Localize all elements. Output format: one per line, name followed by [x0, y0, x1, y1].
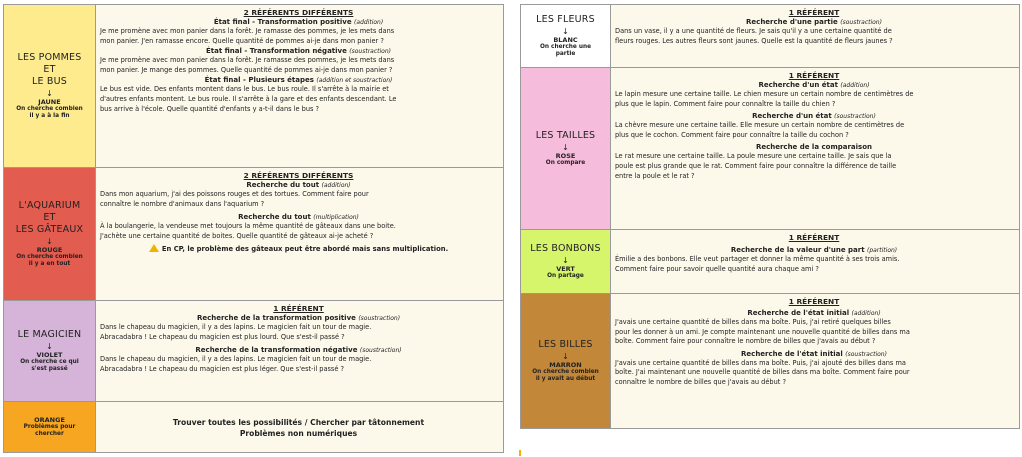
problem-text: Émilie a des bonbons. Elle veut partager et donner la même quantité à ses trois amis. [615, 255, 900, 263]
decorative-mark [519, 450, 521, 456]
category-title: LE MAGICIEN [17, 328, 82, 340]
category-title: L'AQUARIUM [18, 199, 81, 211]
referent-heading: 1 RÉFÉRENT [788, 8, 840, 17]
category-title: ET [43, 63, 56, 75]
problems-aquarium [96, 168, 503, 300]
problem-text: Le rat mesure une certaine taille. La poule mesure une certaine taille. Je sais que la [615, 152, 892, 161]
problem-text: Le lapin mesure une certaine taille. Le chien mesure un certain nombre de centimètres de [615, 90, 914, 98]
problem-text: pour les donner à un ami. Je compte maintenant une nouvelle quantité de billes dans ma [615, 327, 910, 336]
problem-text: connaître le nombre de billes que j'avais au début ? [615, 377, 786, 386]
problem-text: J'avais une certaine quantité de billes dans ma boîte. Puis, j'ai retiré quelques billes [615, 318, 891, 326]
category-description: On cherche ce qui [20, 358, 79, 365]
category-description: On cherche combien [16, 105, 83, 112]
category-description: chercher [35, 431, 64, 437]
row-aquarium [4, 168, 503, 301]
left-table [3, 4, 504, 453]
problem-text: plus que le cochon. Comment faire pour connaître la taille du cochon ? [615, 130, 849, 139]
category-title: ET [43, 211, 56, 223]
problem-text: bus arrive à l'école. Quelle quantité d'enfants y a-t-il dans le bus ? [100, 104, 320, 113]
orange-line: Trouver toutes les possibilités / Chercher par tâtonnement [172, 417, 425, 427]
problem-text: Abracadabra ! Le chapeau du magicien est plus lourd. Que s'est-il passé ? [100, 332, 345, 341]
category-title: LES TAILLES [535, 129, 596, 141]
referent-heading: 1 RÉFÉRENT [273, 304, 324, 313]
warning-icon [149, 244, 159, 252]
orange-line: Problèmes non numériques [239, 428, 358, 438]
problem-text: Dans le chapeau du magicien, il y a des lapins. Le magicien fait un tour de magie. [100, 355, 372, 364]
problem-title: Recherche de la valeur d'une part (partition) [730, 246, 898, 254]
category-description: il y a à la fin [29, 113, 70, 119]
problems-fleurs [611, 5, 1019, 67]
category-description: s'est passé [31, 366, 68, 372]
problems-billes [611, 294, 1019, 428]
problem-text: d'autres enfants montent. Le bus roule. Il s'arrête à la gare et des enfants descendant. Le [100, 94, 397, 103]
arrow-down-icon: ↓ [562, 26, 569, 36]
arrow-down-icon: ↓ [562, 351, 569, 361]
color-label: BLANC [553, 35, 578, 44]
problem-text: Le bus est vide. Des enfants montent dans le bus. Le bus roule. Il s'arrête à la mairie et [100, 85, 389, 94]
problems-orange [96, 402, 503, 452]
problem-title: Recherche de l'état initial (soustraction) [741, 349, 887, 358]
problem-text: Dans le chapeau du magicien, il y a des lapins. Le magicien fait un tour de magie. [100, 323, 372, 331]
problem-title: Recherche de la comparaison [755, 143, 873, 152]
category-bonbons [521, 230, 611, 293]
problem-title: État final - Plusieurs étapes (addition et soustraction) [204, 76, 393, 85]
category-description: il y a en tout [28, 261, 71, 267]
problem-title: Recherche de l'état initial (addition) [747, 309, 881, 317]
problem-text: fleurs rouges. Les autres fleurs sont jaunes. Quelle est la quantité de fleurs jaunes ? [615, 36, 893, 45]
problem-text: Je me promène avec mon panier dans la forêt. Je ramasse des pommes, je les mets dans [100, 56, 395, 65]
category-title: LES GÂTEAUX [15, 223, 84, 235]
arrow-down-icon: ↓ [562, 255, 569, 265]
problem-text: J'avais une certaine quantité de billes dans ma boîte. Puis, j'ai ajouté des billes dans ma [615, 358, 906, 367]
referent-heading: 1 RÉFÉRENT [788, 71, 840, 80]
category-description: On compare [545, 159, 586, 166]
problem-title: Recherche de la transformation positive (soustraction) [196, 314, 401, 322]
right-table [520, 4, 1020, 429]
category-tailles [521, 68, 611, 229]
problems-pommes [96, 5, 503, 167]
category-description: partie [555, 51, 576, 57]
problem-title: Recherche d'une partie (soustraction) [746, 18, 882, 26]
problems-magicien [96, 301, 503, 401]
problem-title: Recherche d'un état (soustraction) [752, 112, 876, 121]
problem-text: entre la poule et le rat ? [615, 171, 695, 180]
problem-title: Recherche du tout (multiplication) [238, 213, 359, 222]
problems-tailles [611, 68, 1019, 229]
category-description: il y avait au début [535, 376, 596, 382]
referent-heading: 1 RÉFÉRENT [788, 297, 840, 306]
color-label: ORANGE [34, 415, 65, 424]
category-magicien [4, 301, 96, 401]
category-description: On cherche combien [16, 253, 83, 260]
problem-text: À la boulangerie, la vendeuse met toujours la même quantité de gâteaux dans une boite. [100, 222, 396, 231]
color-label: VERT [556, 264, 575, 273]
category-description: On cherche combien [532, 368, 599, 375]
category-fleurs [521, 5, 611, 67]
row-fleurs [521, 5, 1019, 68]
problem-text: mon panier. J'en ramasse encore. Quelle quantité de pommes ai-je dans mon panier ? [100, 36, 384, 45]
category-billes [521, 294, 611, 428]
arrow-down-icon: ↓ [46, 88, 53, 98]
problem-title: Recherche d'un état (addition) [758, 81, 870, 89]
category-title: LE BUS [31, 75, 68, 87]
arrow-down-icon: ↓ [46, 236, 53, 246]
problem-text: connaître le nombre d'animaux dans l'aquarium ? [100, 199, 265, 208]
problem-text: Dans mon aquarium, j'ai des poissons rouges et des tortues. Comment faire pour [100, 190, 369, 198]
problem-text: plus que le lapin. Comment faire pour connaître la taille du chien ? [615, 99, 836, 108]
problem-text: La chèvre mesure une certaine taille. Elle mesure un certain nombre de centimètres de [615, 121, 905, 130]
referent-heading: 2 RÉFÉRENTS DIFFÉRENTS [243, 8, 354, 17]
row-pommes [4, 5, 503, 168]
problem-title: Recherche de la transformation négative (soustraction) [195, 346, 402, 355]
category-title: LES BILLES [538, 338, 593, 350]
problem-text: Abracadabra ! Le chapeau du magicien est plus léger. Que s'est-il passé ? [100, 364, 345, 373]
row-orange [4, 402, 503, 452]
category-title: LES BONBONS [530, 242, 601, 254]
problem-title: État final - Transformation positive (addition) [213, 18, 384, 26]
arrow-down-icon: ↓ [562, 142, 569, 152]
color-label: ROSE [555, 151, 576, 160]
problem-text: J'achète une certaine quantité de boites. Quelle quantité de gâteaux ai-je acheté ? [100, 231, 374, 240]
referent-heading: 2 RÉFÉRENTS DIFFÉRENTS [243, 171, 354, 180]
category-pommes [4, 5, 96, 167]
arrow-down-icon: ↓ [46, 341, 53, 351]
color-label: ROUGE [36, 245, 63, 254]
row-tailles [521, 68, 1019, 230]
problem-text: boîte. Comment faire pour connaître le nombre de billes que j'avais au début ? [615, 337, 876, 346]
color-label: MARRON [549, 360, 582, 369]
category-description: On cherche une [539, 43, 592, 50]
category-orange [4, 402, 96, 452]
problem-text: Je me promène avec mon panier dans la forêt. Je ramasse des pommes, je les mets dans [100, 27, 395, 35]
category-description: On partage [547, 272, 584, 279]
problem-title: État final - Transformation négative (soustraction) [205, 47, 391, 56]
color-label: VIOLET [36, 350, 63, 359]
warning-note: En CP, le problème des gâteaux peut être abordé mais sans multiplication. [100, 244, 497, 254]
category-title: LES FLEURS [536, 13, 595, 25]
row-billes [521, 294, 1019, 428]
problems-bonbons [611, 230, 1019, 293]
referent-heading: 1 RÉFÉRENT [788, 233, 840, 242]
problem-text: boîte. J'ai maintenant une nouvelle quantité de billes dans ma boîte. Comment faire pour [615, 368, 910, 377]
problem-text: Comment faire pour savoir quelle quantité aura chaque ami ? [615, 264, 819, 273]
problem-title: Recherche du tout (addition) [246, 181, 351, 189]
problem-text: mon panier. Je mange des pommes. Quelle quantité de pommes ai-je dans mon panier ? [100, 65, 393, 74]
row-magicien [4, 301, 503, 402]
category-title: LES POMMES [17, 51, 82, 63]
problem-text: Dans un vase, il y a une quantité de fleurs. Je sais qu'il y a une certaine quantité de [615, 27, 892, 35]
category-description: Problèmes pour [23, 423, 76, 430]
row-bonbons [521, 230, 1019, 294]
color-label: JAUNE [38, 97, 61, 106]
category-aquarium [4, 168, 96, 300]
problem-text: poule est plus grande que le rat. Comment faire pour connaître la différence de taille [615, 161, 897, 170]
